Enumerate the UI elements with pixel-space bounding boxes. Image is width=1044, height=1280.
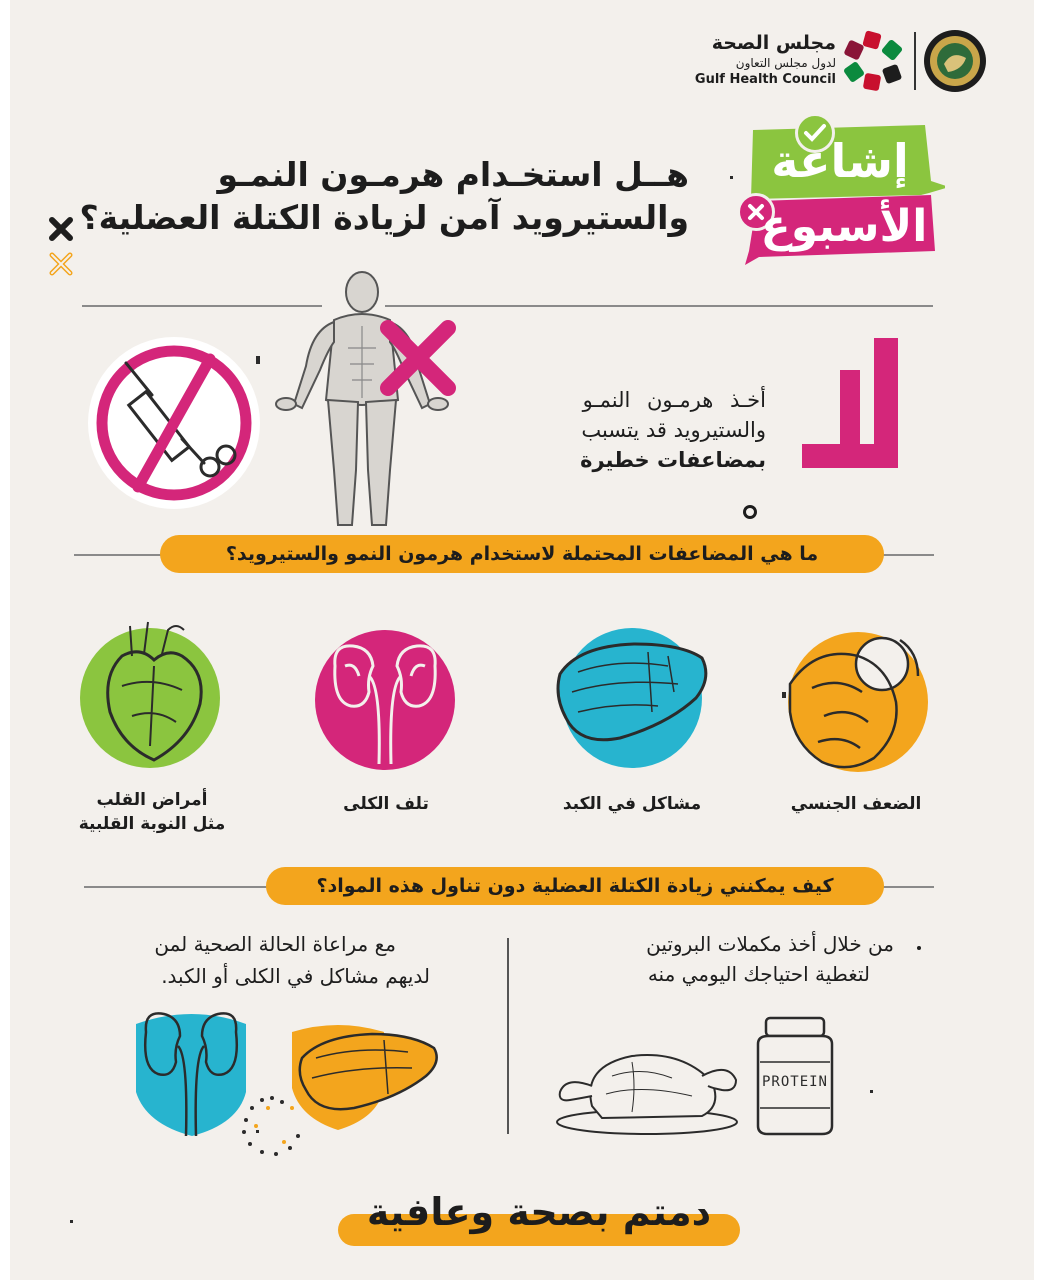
gcc-emblem-logo [922,28,988,94]
heart-disease-label: أمراض القلب مثل النوبة القلبية [78,790,226,834]
answer-line3: بمضاعفات خطيرة [580,448,766,472]
health-note-line1: مع مراعاة الحالة الصحية لمن [154,932,396,956]
divider-right [385,305,933,307]
protein-jar-label: PROTEIN [761,1074,828,1090]
kidney-circle [315,630,455,770]
speckle [870,1090,873,1093]
close-icon [48,216,74,242]
org-name-ar: مجلس الصحة [711,32,836,54]
poster [10,0,1034,1280]
sexual-weakness-label: الضعف الجنسي [790,794,922,814]
speckle [70,1220,73,1223]
badge-line2: الأسبوع [760,201,928,252]
health-note-line2: لديهم مشاكل في الكلى أو الكبد. [161,964,430,988]
speckle [256,356,260,364]
close-outline-icon [48,252,74,276]
liver-problems-label: مشاكل في الكبد [562,794,702,814]
footer-slogan: دمتم بصحة وعافية [366,1190,712,1234]
answer-line1: أخـذ هرمـون النمـو [582,388,766,412]
no-syringe-icon [86,335,262,511]
no-shape [800,336,902,472]
ghc-logo-icon [840,28,906,94]
alternatives-title: كيف يمكنني زيادة الكتلة العضلية دون تناول هذه المواد؟ [266,867,884,905]
question-line2: والستيرويد آمن لزيادة الكتلة العضلية؟ [79,198,689,237]
logo-divider [914,32,916,90]
heart-circle [80,628,220,768]
small-ring-icon [743,505,757,519]
muscle-body-illustration [272,270,452,535]
question-line1: هــل استخـدام هرمـون النمـو [217,155,689,194]
badge-line1: إشاعة [771,134,909,188]
kidney-damage-label: تلف الكلى [343,794,429,814]
complications-title: ما هي المضاعفات المحتملة لاستخدام هرمون النمو والستيرويد؟ [160,535,884,573]
roast-chicken-icon [552,1036,742,1138]
column-divider [507,938,509,1134]
liver-circle [562,628,702,768]
protein-advice-line2: لتغطية احتياجك اليومي منه [647,962,870,986]
speckle [256,1130,259,1133]
protein-jar-icon [752,1016,838,1138]
cross-mark-icon [378,318,458,398]
rumor-badge [735,115,945,265]
org-subtitle-ar: لدول مجلس التعاون [735,56,836,70]
bullet-dot [917,946,921,950]
dotted-swirl-decoration [232,1094,312,1160]
answer-line2: والستيرويد قد يتسبب [581,418,766,442]
speckle [730,176,733,179]
sexual-weakness-circle [788,632,928,772]
protein-advice-line1: من خلال أخذ مكملات البروتين [646,932,894,956]
speckle [782,692,786,698]
org-name-en: Gulf Health Council [694,72,836,87]
